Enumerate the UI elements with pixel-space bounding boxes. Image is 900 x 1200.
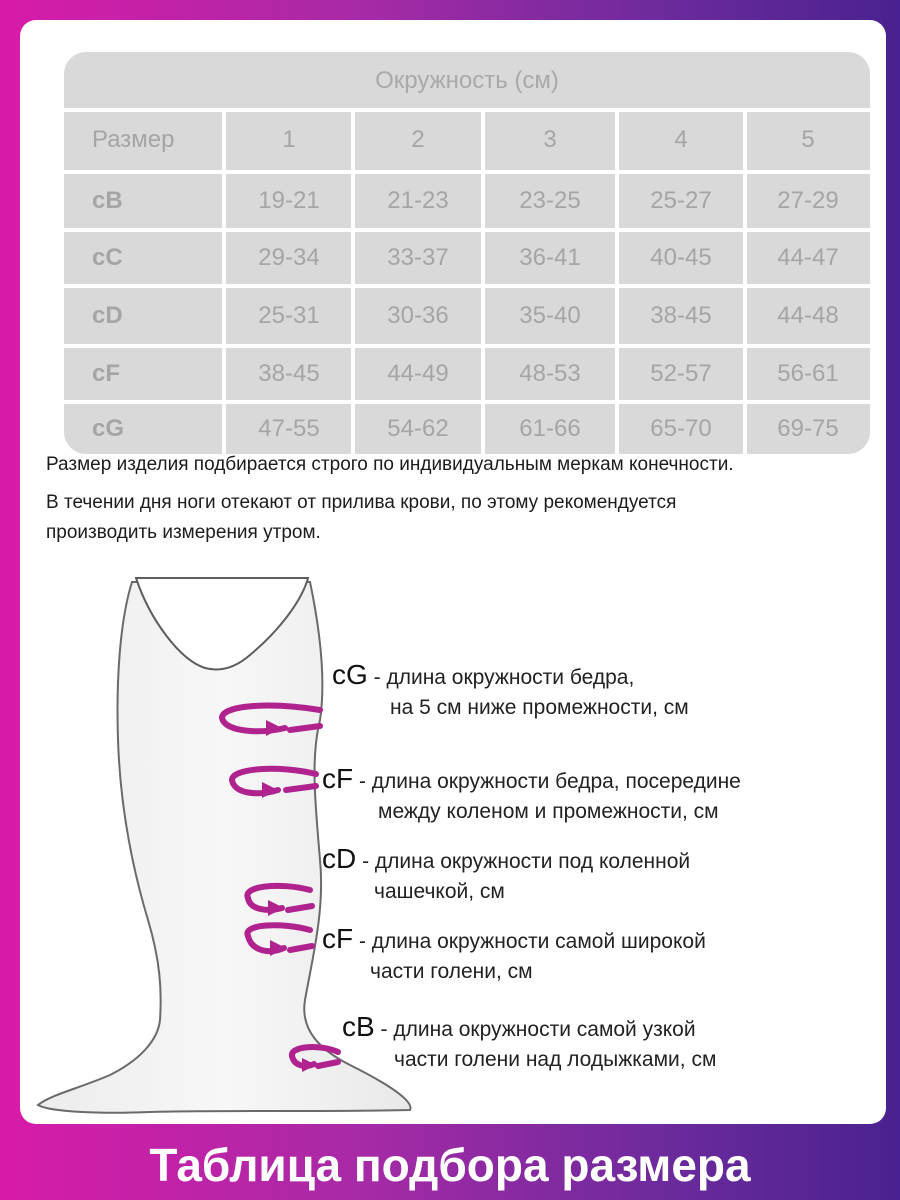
table-cell: 65-70 [650, 415, 712, 442]
legend-cg [332, 660, 689, 723]
table-cell: 44-49 [387, 360, 449, 387]
header-size-1: 1 [282, 126, 296, 153]
table-cell: 38-45 [650, 302, 712, 329]
legend-text: между коленом и промежности, см [378, 800, 719, 823]
table-divider [64, 344, 870, 348]
header-size-5: 5 [801, 126, 815, 153]
table-cell: 25-27 [650, 187, 712, 214]
table-cell: 23-25 [519, 187, 581, 214]
legend-cd [322, 844, 690, 907]
table-cell: 33-37 [387, 244, 449, 271]
table-cell: 56-61 [777, 360, 839, 387]
table-divider [64, 228, 870, 232]
legend-code: cG [332, 659, 368, 690]
header-size-2: 2 [411, 126, 425, 153]
note-line-3: производить измерения утром. [46, 522, 321, 543]
table-row [64, 348, 870, 400]
legend-text: - длина окружности самой узкой [380, 1018, 696, 1041]
notes [46, 450, 846, 556]
legend-text: - длина окружности самой широкой [358, 930, 706, 953]
legend-text: чашечкой, см [374, 880, 505, 903]
legend-code: cF [322, 763, 354, 794]
content-card [20, 20, 886, 1124]
row-label: cF [92, 360, 121, 387]
header-size-4: 4 [674, 126, 688, 153]
legend-cf-thigh [322, 764, 741, 827]
legend-code: cD [322, 843, 357, 874]
legend-cf-calf [322, 924, 706, 987]
row-label: cG [92, 415, 125, 442]
table-cell: 35-40 [519, 302, 581, 329]
header-size-label: Размер [92, 126, 175, 153]
header-size-3: 3 [543, 126, 557, 153]
size-table [64, 52, 870, 454]
table-divider [64, 170, 870, 174]
table-row [64, 404, 870, 454]
table-divider [351, 110, 355, 454]
table-cell: 44-48 [777, 302, 839, 329]
table-cell: 27-29 [777, 187, 839, 214]
legend-text: части голени, см [370, 960, 533, 983]
table-divider [615, 110, 619, 454]
legend-code: cF [322, 923, 354, 954]
note-line-2: В течении дня ноги отекают от прилива крови, по этому рекомендуется [46, 492, 677, 513]
table-row [64, 232, 870, 284]
table-divider [481, 110, 485, 454]
table-cell: 40-45 [650, 244, 712, 271]
table-cell: 69-75 [777, 415, 839, 442]
table-row [64, 288, 870, 344]
table-title: Окружность (см) [375, 67, 559, 94]
legend-cb [342, 1012, 716, 1075]
legend-text: - длина окружности под коленной [362, 850, 691, 873]
table-divider [222, 110, 226, 454]
table-row [64, 174, 870, 228]
row-label: cB [92, 187, 123, 214]
table-cell: 36-41 [519, 244, 581, 271]
table-divider [64, 108, 870, 112]
table-cell: 44-47 [777, 244, 839, 271]
table-divider [64, 284, 870, 288]
table-cell: 38-45 [258, 360, 320, 387]
table-cell: 29-34 [258, 244, 320, 271]
table-divider [743, 110, 747, 454]
table-cell: 21-23 [387, 187, 449, 214]
table-cell: 19-21 [258, 187, 320, 214]
table-divider [64, 400, 870, 404]
legend-text: - длина окружности бедра, [373, 666, 635, 689]
legend-text: части голени над лодыжками, см [394, 1048, 717, 1071]
page-title: Таблица подбора размера [149, 1139, 751, 1191]
legend-code: cB [342, 1011, 375, 1042]
table-header-row [64, 110, 870, 170]
legend-text: на 5 см ниже промежности, см [390, 696, 689, 719]
table-cell: 54-62 [387, 415, 449, 442]
row-label: cD [92, 302, 123, 329]
table-cell: 25-31 [258, 302, 320, 329]
row-label: cC [92, 244, 123, 271]
table-cell: 30-36 [387, 302, 449, 329]
table-cell: 52-57 [650, 360, 712, 387]
table-cell: 47-55 [258, 415, 320, 442]
table-cell: 61-66 [519, 415, 581, 442]
table-cell: 48-53 [519, 360, 581, 387]
note-line-1: Размер изделия подбирается строго по индивидуальным меркам конечности. [46, 454, 734, 475]
legend-text: - длина окружности бедра, посередине [358, 770, 741, 793]
